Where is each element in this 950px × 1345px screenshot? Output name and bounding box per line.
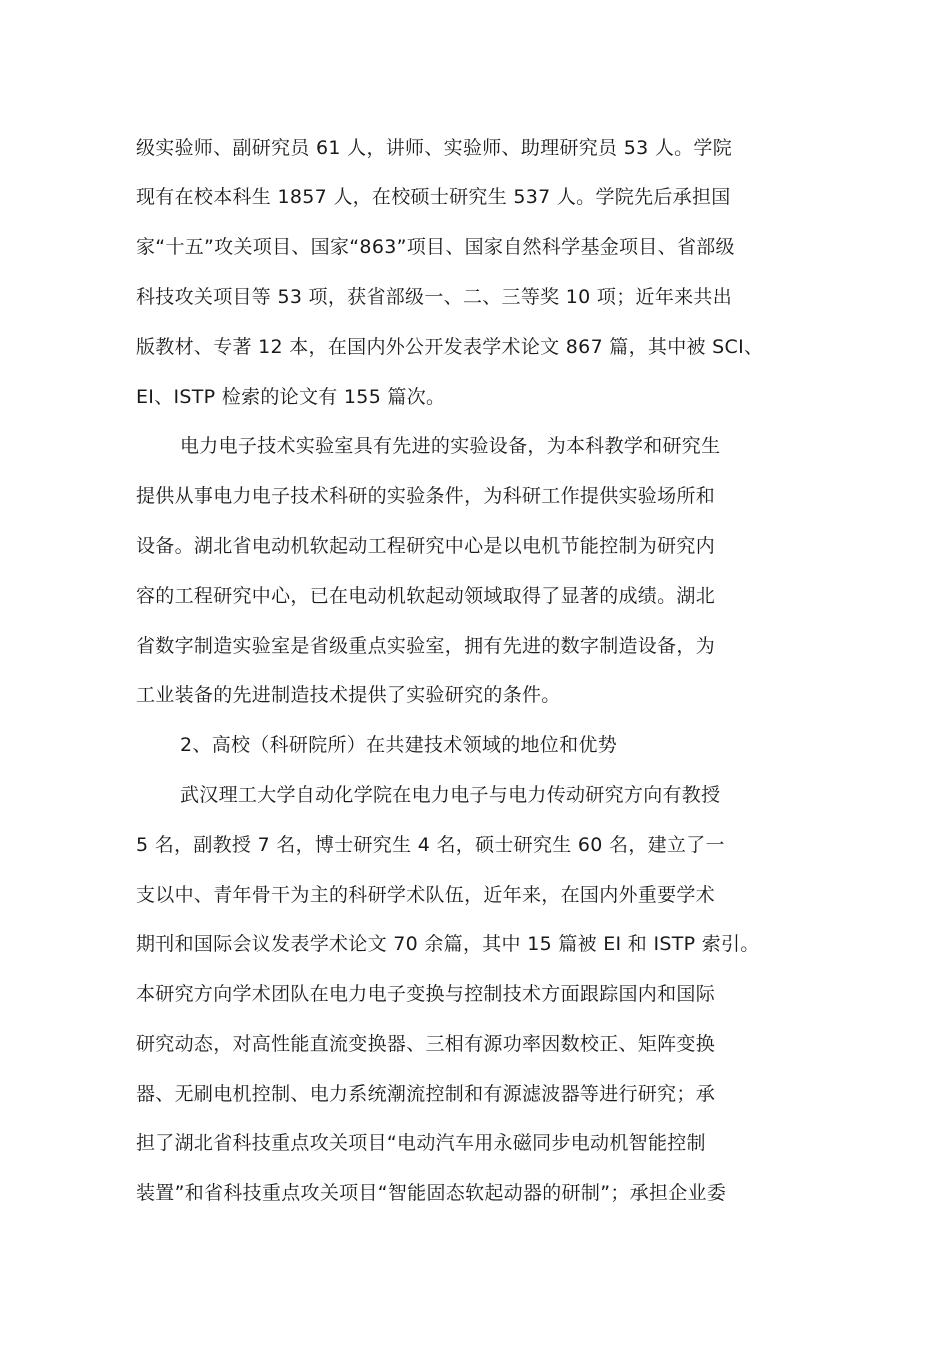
text-line: 科技攻关项目等 53 项，获省部级一、二、三等奖 10 项；近年来共出 (136, 286, 733, 308)
text-line: 器、无刷电机控制、电力系统潮流控制和有源滤波器等进行研究；承 (136, 1083, 716, 1105)
text-line: 期刊和国际会议发表学术论文 70 余篇，其中 15 篇被 EI 和 ISTP 索引。 (136, 933, 760, 955)
text-line: 武汉理工大学自动化学院在电力电子与电力传动研究方向有教授 (180, 784, 721, 806)
text-line: EI、ISTP 检索的论文有 155 篇次。 (136, 386, 446, 408)
text-line: 5 名，副教授 7 名，博士研究生 4 名，硕士研究生 60 名，建立了一 (136, 834, 725, 856)
text-line: 担了湖北省科技重点攻关项目“电动汽车用永磁同步电动机智能控制 (136, 1132, 706, 1154)
text-line: 支以中、青年骨干为主的科研学术队伍，近年来，在国内外重要学术 (136, 884, 716, 906)
text-line: 研究动态，对高性能直流变换器、三相有源功率因数校正、矩阵变换 (136, 1033, 716, 1055)
text-line: 设备。湖北省电动机软起动工程研究中心是以电机节能控制为研究内 (136, 535, 716, 557)
text-line: 容的工程研究中心，已在电动机软起动领域取得了显著的成绩。湖北 (136, 585, 716, 607)
text-line: 级实验师、副研究员 61 人，讲师、实验师、助理研究员 53 人。学院 (136, 137, 733, 159)
text-line: 家“十五”攻关项目、国家“863”项目、国家自然科学基金项目、省部级 (136, 236, 735, 258)
text-line: 本研究方向学术团队在电力电子变换与控制技术方面跟踪国内和国际 (136, 983, 716, 1005)
section-heading: 2、高校（科研院所）在共建技术领域的地位和优势 (180, 734, 617, 756)
text-line: 装置”和省科技重点攻关项目“智能固态软起动器的研制”；承担企业委 (136, 1182, 727, 1204)
text-line: 版教材、专著 12 本，在国内外公开发表学术论文 867 篇，其中被 SCI、 (136, 336, 764, 358)
text-line: 现有在校本科生 1857 人，在校硕士研究生 537 人。学院先后承担国 (136, 186, 731, 208)
text-line: 提供从事电力电子技术科研的实验条件，为科研工作提供实验场所和 (136, 485, 716, 507)
text-line: 工业装备的先进制造技术提供了实验研究的条件。 (136, 684, 561, 706)
text-line: 省数字制造实验室是省级重点实验室，拥有先进的数字制造设备，为 (136, 635, 716, 657)
text-line: 电力电子技术实验室具有先进的实验设备，为本科教学和研究生 (180, 435, 721, 457)
